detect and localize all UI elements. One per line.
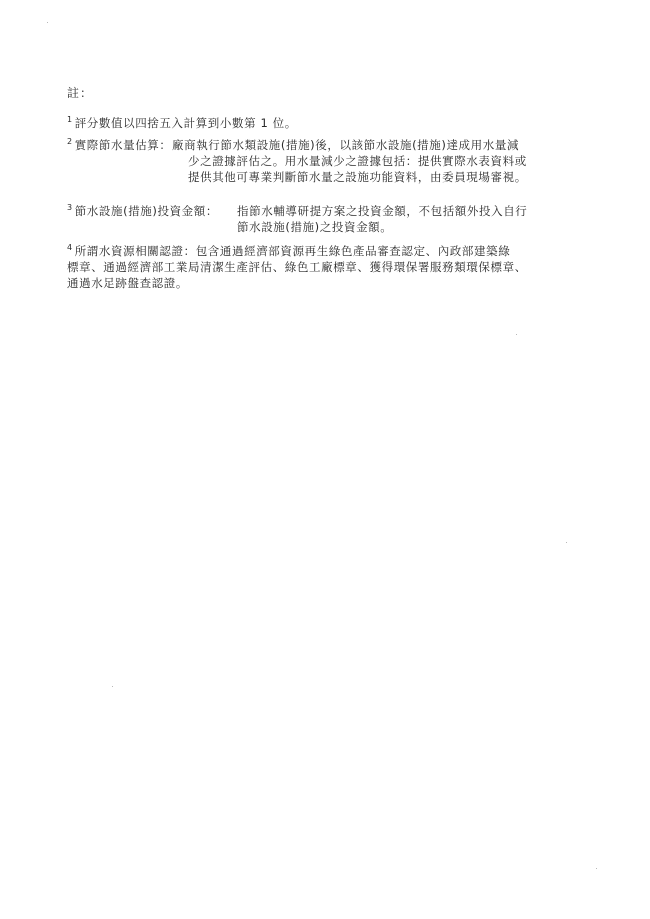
note-2-line: 少之證據評估之。用水量減少之證據包括：提供實際水表資料或 — [188, 154, 527, 168]
scan-speck — [566, 542, 567, 543]
note-3-line: 節水設施(措施)之投資金額。 — [237, 220, 393, 234]
note-4-line: 標章、通過經濟部工業局清潔生產評估、綠色工廠標章、獲得環保署服務類環保標章、 — [67, 260, 527, 274]
note-4 — [67, 243, 527, 291]
note-4-line: 通過水足跡盤查認證。 — [67, 276, 188, 290]
note-3-number: 3 — [67, 203, 73, 212]
note-3-term — [67, 203, 218, 219]
note-1-text: 評分數值以四捨五入計算到小數第 1 位。 — [74, 116, 297, 130]
scan-speck — [47, 22, 48, 23]
note-2-line: 提供其他可專業判斷節水量之設施功能資料，由委員現場審視。 — [188, 170, 527, 184]
note-2-term — [67, 137, 172, 153]
note-3-term-text: 節水設施(措施)投資金額： — [74, 204, 218, 218]
scan-speck — [112, 686, 113, 687]
note-3-body — [237, 203, 527, 235]
scan-speck — [596, 868, 597, 869]
scan-speck — [516, 334, 517, 335]
note-2-number: 2 — [67, 137, 73, 146]
note-4-line: 所謂水資源相關認證：包含通過經濟部資源再生綠色產品審查認定、內政部建築綠 — [74, 244, 511, 258]
notes-heading: 註： — [67, 86, 94, 100]
note-2-term-text: 實際節水量估算： — [74, 138, 172, 152]
note-1 — [67, 115, 297, 131]
note-3-line: 指節水輔導研提方案之投資金額，不包括額外投入自行 — [237, 204, 528, 218]
note-2-line: 廠商執行節水類設施(措施)後，以該節水設施(措施)達成用水量減 — [172, 138, 520, 152]
note-1-number: 1 — [67, 115, 73, 124]
note-4-number: 4 — [67, 243, 73, 252]
note-2-body — [172, 137, 572, 185]
